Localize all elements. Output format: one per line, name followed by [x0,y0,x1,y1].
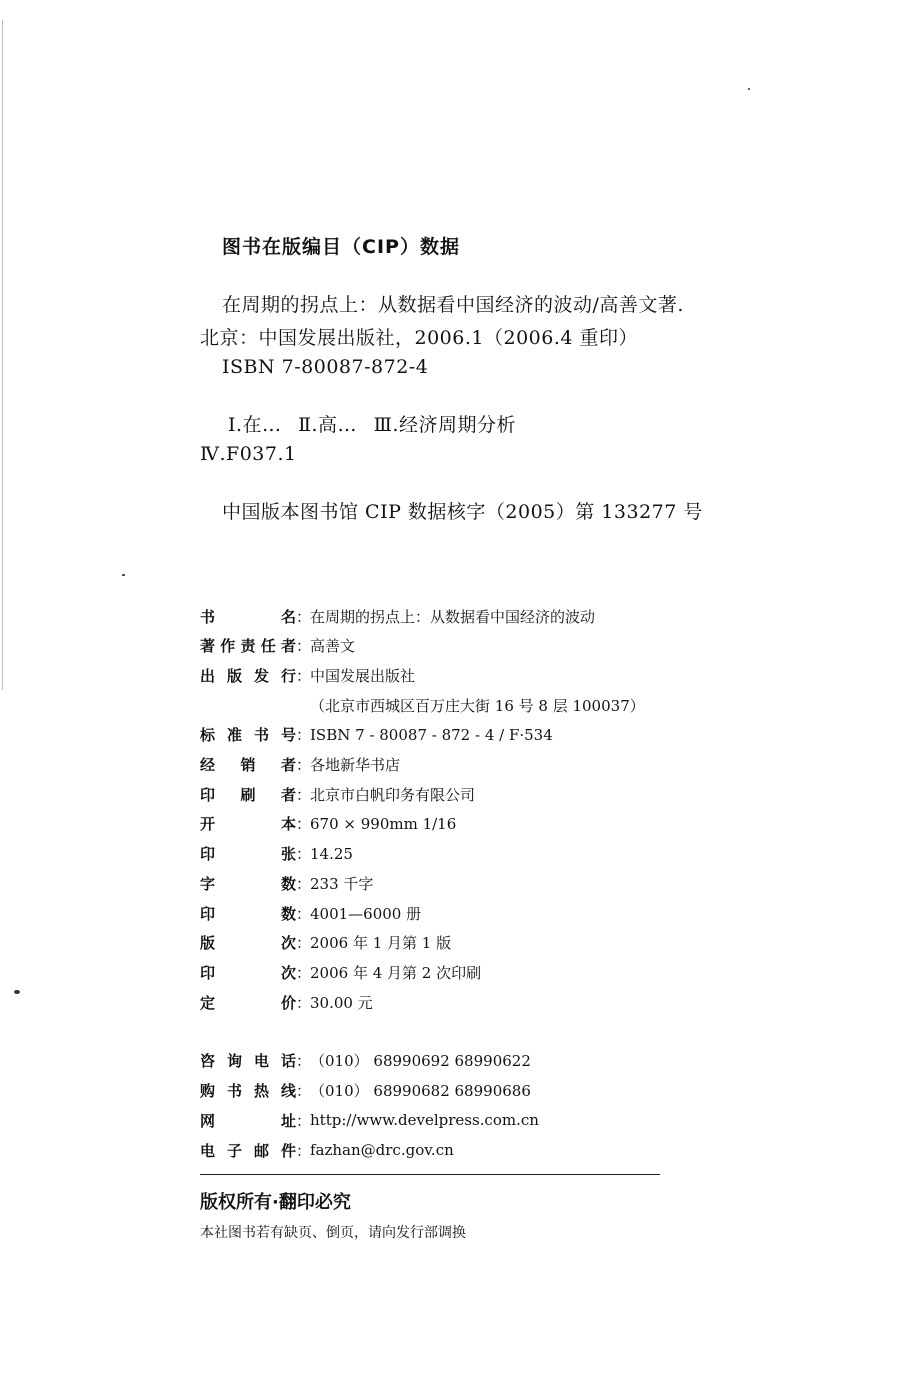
label-char: 版 [226,666,242,685]
scan-speck [748,88,750,90]
field-label [200,784,296,805]
label-char: 行 [280,666,296,685]
field-value: （010） 68990692 68990622 [310,1051,531,1070]
info-row [200,722,553,748]
info-row [200,752,400,778]
field-label [200,724,296,745]
cip-publisher-line: 北京：中国发展出版社，2006.1（2006.4 重印） [200,327,639,349]
label-char: 字 [200,874,216,893]
field-value: 2006 年 4 月第 2 次印刷 [310,963,482,982]
field-colon: ： [296,934,312,953]
label-char: 咨 [200,1051,216,1070]
label-char: 发 [253,666,269,685]
field-colon: ： [296,637,312,656]
field-value: 中国发展出版社 [310,666,416,685]
field-value: 14.25 [310,844,353,863]
info-row [200,603,595,629]
label-char: 著 [200,637,216,656]
label-char: 书 [253,726,269,745]
label-char: 任 [260,637,276,656]
label-char: 电 [200,1141,216,1160]
info-row [200,662,415,688]
field-value: 高善文 [310,637,356,656]
field-colon: ： [296,1111,312,1130]
field-value: 北京市白帆印务有限公司 [310,785,476,804]
label-char: 者 [280,756,296,774]
field-colon: ： [296,993,312,1012]
label-char: 标 [200,726,216,745]
info-row [200,841,353,867]
cip-book-line: 在周期的拐点上：从数据看中国经济的波动/高善文著. [222,294,684,316]
label-char: 印 [200,845,216,864]
field-label [200,873,296,894]
label-char: 网 [200,1111,216,1130]
label-char: 张 [280,845,296,864]
info-row [200,870,373,896]
field-value: 233 千字 [310,874,374,893]
field-value: 30.00 元 [310,993,373,1012]
label-char: 邮 [253,1141,269,1160]
label-char: 刷 [240,785,256,804]
label-char: 印 [200,904,216,923]
field-value: 670 × 990mm 1/16 [310,814,457,833]
page-edge [2,20,3,690]
field-label [200,962,296,983]
field-colon: ： [296,726,312,745]
field-value: http://www.develpress.com.cn [310,1111,539,1129]
label-char: 询 [226,1051,242,1070]
field-label [200,635,296,656]
info-row [200,959,481,985]
field-label [200,606,296,627]
label-char: 数 [280,874,296,893]
cip-subjects: Ⅰ.在… Ⅱ.高… Ⅲ.经济周期分析 [228,414,516,436]
field-label [200,903,296,924]
field-label [200,1110,296,1131]
field-value: 2006 年 1 月第 1 版 [310,934,452,953]
field-value: ISBN 7 - 80087 - 872 - 4 / F·534 [310,725,553,744]
label-char: 印 [200,785,216,804]
label-char: 责 [240,637,256,656]
field-value: （北京市西城区百万庄大街 16 号 8 层 100037） [310,696,645,715]
label-char: 经 [200,756,216,774]
label-char: 出 [200,666,216,685]
cip-isbn: ISBN 7-80087-872-4 [222,356,429,378]
label-char: 定 [200,993,216,1012]
field-colon: ： [296,904,312,923]
copyright-notice: 版权所有·翻印必究 [200,1192,351,1213]
label-char: 印 [200,963,216,982]
info-row [200,900,421,926]
field-colon: ： [296,785,312,804]
contact-row [200,1107,539,1133]
contact-row [200,1137,454,1163]
label-char: 作 [220,637,236,656]
scan-speck [122,574,125,576]
field-label [200,665,296,686]
label-char: 线 [280,1081,296,1100]
field-value: 4001—6000 册 [310,904,422,923]
field-label [200,843,296,864]
label-char: 者 [280,637,296,656]
info-row [200,930,451,956]
field-colon: ： [296,874,312,893]
label-char: 名 [280,607,296,626]
cip-library-record: 中国版本图书馆 CIP 数据核字（2005）第 133277 号 [222,501,703,523]
info-row [200,989,373,1015]
label-char: 购 [200,1081,216,1100]
field-value: （010） 68990682 68990686 [310,1081,531,1100]
label-char: 件 [280,1141,296,1160]
scan-speck [14,990,20,994]
field-colon: ： [296,666,312,685]
field-colon: ： [296,845,312,864]
field-colon: ： [296,1051,312,1070]
info-row [200,781,475,807]
field-label [200,1140,296,1161]
label-char: 电 [253,1051,269,1070]
label-char: 本 [280,815,296,834]
label-char: 开 [200,815,216,834]
field-colon: ： [296,1081,312,1100]
contact-row [200,1047,531,1073]
field-colon: ： [296,607,312,626]
field-label [200,754,296,775]
label-char: 准 [226,726,242,745]
replacement-notice: 本社图书若有缺页、倒页，请向发行部调换 [200,1225,466,1241]
field-value: fazhan@drc.gov.cn [310,1141,454,1159]
field-label [200,813,296,834]
field-colon: ： [296,815,312,834]
field-value: 在周期的拐点上：从数据看中国经济的波动 [310,607,596,626]
field-colon: ： [296,963,312,982]
field-label [200,992,296,1013]
label-char: 话 [280,1051,296,1070]
label-char: 子 [226,1141,242,1160]
field-colon: ： [296,1141,312,1160]
label-char: 价 [280,993,296,1012]
cip-title: 图书在版编目（CIP）数据 [222,236,460,258]
label-char: 数 [280,904,296,923]
contact-row [200,1077,531,1103]
label-char: 次 [280,934,296,953]
label-char: 号 [280,726,296,745]
label-char: 书 [226,1081,242,1100]
info-row [200,811,456,837]
cip-classification: Ⅳ.F037.1 [200,443,297,465]
field-label [200,1050,296,1071]
label-char: 版 [200,934,216,953]
label-char: 销 [240,756,256,774]
label-char: 书 [200,607,216,626]
label-char: 址 [280,1111,296,1130]
label-char: 次 [280,963,296,982]
info-row [200,633,355,659]
field-colon: ： [296,756,312,774]
label-char: 热 [253,1081,269,1100]
field-label [200,1080,296,1101]
label-char: 者 [280,785,296,804]
field-value: 各地新华书店 [310,756,401,774]
field-label [200,932,296,953]
divider-rule [200,1174,660,1175]
info-row [200,692,645,718]
